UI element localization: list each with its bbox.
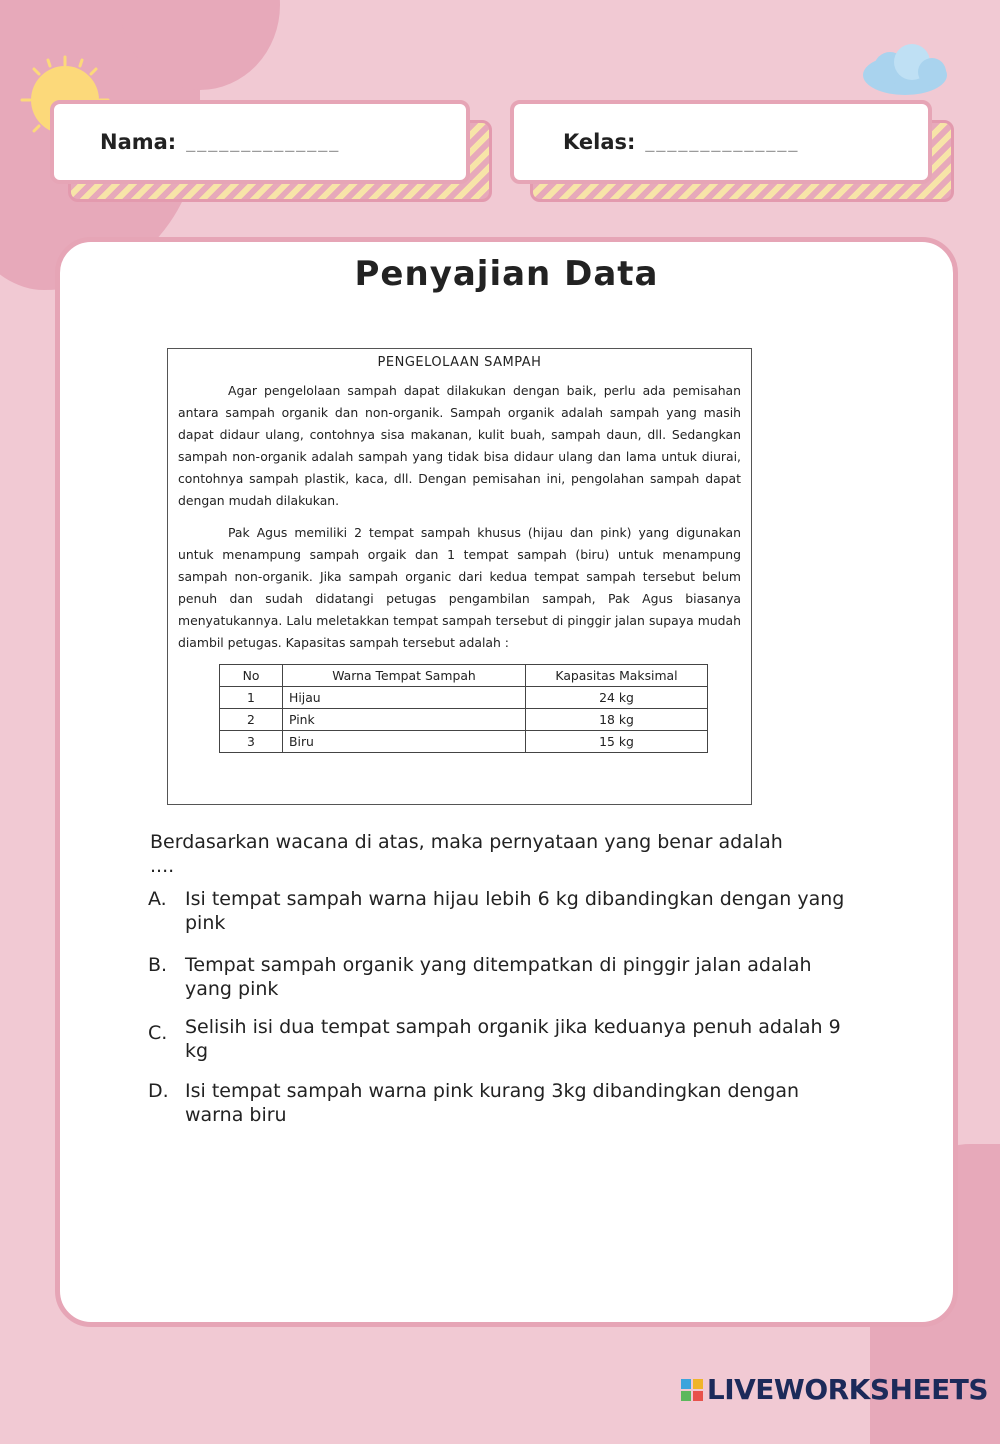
table-cell: Hijau	[283, 687, 526, 709]
liveworksheets-logo-icon	[681, 1379, 703, 1401]
table-cell: Pink	[283, 709, 526, 731]
table-cell: 24 kg	[526, 687, 708, 709]
article-paragraph-2: Pak Agus memiliki 2 tempat sampah khusus (hijau dan pink) yang digunakan untuk menampung sampah orgaik dan 1 tempat sampah (biru) untuk menampung sampah non-organik. Jika sampah organic dari kedua tempat sampah tersebut belum penuh dan sudah didatangi petugas pengambilan sampah, Pak Agus biasanya menyatukannya. Lalu meletakkan tempat sampah tersebut di pinggir jalan supaya mudah diambil petugas. Kapasitas sampah tersebut adalah :	[178, 525, 741, 650]
liveworksheets-brand[interactable]	[681, 1373, 988, 1406]
class-input-line[interactable]: ______________	[645, 131, 800, 153]
table-cell: 3	[220, 731, 283, 753]
table-header: Warna Tempat Sampah	[283, 665, 526, 687]
option-letter: D.	[148, 1080, 169, 1102]
name-input-line[interactable]: ______________	[186, 131, 341, 153]
table-row	[220, 731, 708, 753]
page-title: Penyajian Data	[354, 254, 659, 294]
option-letter: B.	[148, 954, 168, 976]
table-row	[220, 709, 708, 731]
table-header: Kapasitas Maksimal	[526, 665, 708, 687]
article-box	[167, 348, 752, 805]
table-header: No	[220, 665, 283, 687]
article-heading: PENGELOLAAN SAMPAH	[377, 355, 542, 370]
brand-text: LIVEWORKSHEETS	[706, 1373, 988, 1406]
name-label: Nama:	[100, 130, 177, 154]
table-row	[220, 687, 708, 709]
class-label: Kelas:	[563, 130, 636, 154]
option-text: Isi tempat sampah warna hijau lebih 6 kg dibandingkan dengan yang pink	[185, 888, 845, 934]
worksheet-card	[55, 237, 958, 1327]
capacity-table	[219, 664, 708, 753]
table-header-row	[220, 665, 708, 687]
option-text: Tempat sampah organik yang ditempatkan di pinggir jalan adalah yang pink	[185, 954, 812, 1000]
option-letter: C.	[148, 1022, 168, 1044]
option-text: Selisih isi dua tempat sampah organik jika keduanya penuh adalah 9 kg	[185, 1016, 841, 1062]
table-cell: 2	[220, 709, 283, 731]
table-cell: 15 kg	[526, 731, 708, 753]
name-field[interactable]	[50, 100, 470, 184]
table-cell: 1	[220, 687, 283, 709]
table-cell: Biru	[283, 731, 526, 753]
question-prompt: Berdasarkan wacana di atas, maka pernyataan yang benar adalah ....	[150, 831, 783, 877]
class-field[interactable]	[510, 100, 932, 184]
option-letter: A.	[148, 888, 167, 910]
table-cell: 18 kg	[526, 709, 708, 731]
article-paragraph-1: Agar pengelolaan sampah dapat dilakukan dengan baik, perlu ada pemisahan antara sampah organik dan non-organik. Sampah organik adalah sampah yang masih dapat didaur ulang, contohnya sisa makanan, kulit buah, sampah daun, dll. Sedangkan sampah non-organik adalah sampah yang tidak bisa didaur ulang dan lama untuk diurai, contohnya sampah plastik, kaca, dll. Dengan pemisahan ini, pengolahan sampah dapat dengan mudah dilakukan.	[178, 383, 741, 508]
option-text: Isi tempat sampah warna pink kurang 3kg dibandingkan dengan warna biru	[185, 1080, 800, 1126]
